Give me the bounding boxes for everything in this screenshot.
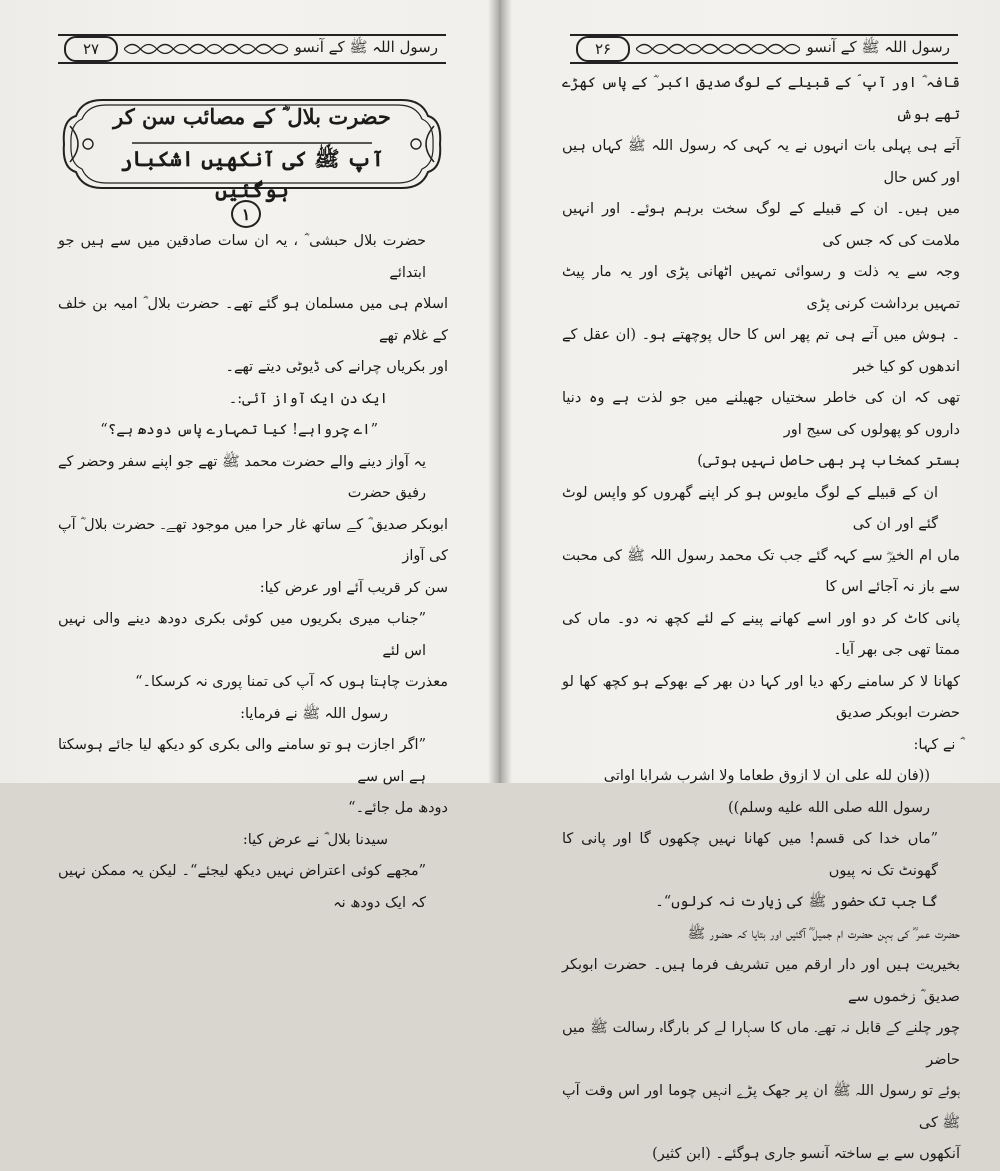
body-line: اسلام ہی میں مسلمان ہو گئے تھے۔ حضرت بلال ؓ امیہ بن خلف کے غلام تھے [58,296,448,344]
body-line: ماں ام الخیرؓ سے کہہ گئے جب تک محمد رسول اللہ ﷺ کی محبت سے باز نہ آجائے اس کا [562,547,960,595]
right-page-header [570,34,958,64]
body-line: دودھ مل جائے۔“ [348,800,448,816]
body-line: چور چلنے کے قابل نہ تھے۔ ماں کا سہارا لے کر بارگاہ رسالت ﷺ میں حاضر [562,1020,960,1068]
left-page-body [58,226,448,919]
body-line: تھی کہ ان کی خاطر سختیاں جھیلنے میں جو لذت ہے وہ دنیا داروں کو پھولوں کی سیج اور [562,390,960,438]
body-line: گا جب تک حضور ﷺ کی زیارت نہ کرلوں“۔ [655,894,938,910]
body-line: میں ہیں۔ ان کے قبیلے کے لوگ سخت برہم ہوئے۔ اور انہیں ملامت کی کہ جس کی [562,201,960,249]
body-line: کھانا لا کر سامنے رکھ دیا اور کہا دن بھر کے بھوکے ہو کچھ کھا لو حضرت ابوبکر صدیق [562,673,960,721]
running-head: رسول اللہ ﷺ کے آنسو [806,38,950,56]
body-line: ”اے چرواہے! کیا تمہارے پاس دودھ ہے؟“ [100,422,378,438]
arabic-quote-line: رسول الله صلی الله علیه وسلم)) [728,799,930,816]
body-line: ۔ ہوش میں آتے ہی تم پھر اس کا حال پوچھتے ہو۔ (ان عقل کے اندھوں کو کیا خبر [562,327,960,375]
body-line: وجہ سے یہ ذلت و رسوائی تمہیں اٹھانی پڑی اور یہ مار پیٹ تمہیں برداشت کرنی پڑی [562,264,960,312]
body-line: ہوئے تو رسول اللہ ﷺ ان پر جھک پڑے انہیں چوما اور اس وقت آپ ﷺ کی [562,1083,960,1131]
body-line: سیدنا بلال ؓ نے عرض کیا: [242,831,388,848]
body-line: ایک دن ایک آواز آئی:۔ [228,390,388,407]
chapter-title-line1: حضرت بلال ؓ کے مصائب سن کر [113,104,391,129]
header-ornament-icon [636,40,800,58]
body-line: رسول اللہ ﷺ نے فرمایا: [240,705,388,722]
running-head: رسول اللہ ﷺ کے آنسو [294,38,438,56]
body-line: آنکھوں سے بے ساختہ آنسو جاری ہوگئے۔ (ابن کثیر) [652,1146,960,1162]
body-line: بستر کمخاب پر بھی حاصل نہیں ہوتی) [697,453,960,469]
right-page-body [562,68,960,1171]
page-number: ۲۷ [64,36,118,62]
chapter-title-cartouche [62,96,442,202]
right-page [500,0,1000,1162]
left-page [0,0,500,911]
body-line: بخیریت ہیں اور دار ارقم میں تشریف فرما ہیں۔ حضرت ابوبکر صدیق ؓ زخموں سے [562,957,960,1005]
body-line: آتے ہی پہلی بات انہوں نے یہ کہی کہ رسول اللہ ﷺ کہاں ہیں اور کس حال [562,138,960,186]
body-line: ”جناب میری بکریوں میں کوئی بکری دودھ دینے والی نہیں اس لئے [58,611,426,659]
body-line: اور بکریاں چرانے کی ڈیوٹی دیتے تھے۔ [225,359,448,375]
arabic-quote-line: ((فان لله علی ان لا ازوق طعاما ولا اشرب شرابا اواتی [603,768,930,784]
body-line: حضرت عمر ؓ کی بہن حضرت ام جمیل ؓ آگئیں اور بتایا کہ حضور ﷺ [687,925,960,942]
chapter-title-line2: آپ ﷺ کی آنکھیں اشکبار ہوگئیں [120,146,384,202]
body-line: حضرت بلال حبشی ؓ ، یہ ان سات صادقین میں سے ہیں جو ابتدائے [58,233,426,281]
body-line: ”مجھے کوئی اعتراض نہیں دیکھ لیجئے“۔ لیکن یہ ممکن نہیں کہ ایک دودھ نہ [58,863,426,911]
body-line: ؓ نے کہا: [913,736,960,753]
body-line: ”اگر اجازت ہو تو سامنے والی بکری کو دیکھ لیا جائے ہوسکتا ہے اس سے [58,737,426,785]
body-line: ”ماں خدا کی قسم! میں کھانا نہیں چکھوں گا اور پانی کا گھونٹ تک نہ پیوں [562,831,938,879]
body-line: پانی کاٹ کر دو اور اسے کھانے پینے کے لئے کچھ نہ دو۔ ماں کی ممتا تھی جی بھر آیا۔ [562,610,960,658]
section-number: ۱ [231,200,261,228]
page-number: ۲۶ [576,36,630,62]
body-line: معذرت چاہتا ہوں کہ آپ کی تمنا پوری نہ کرسکا۔“ [135,674,448,690]
body-line: یہ آواز دینے والے حضرت محمد ﷺ تھے جو اپنے سفر وحضر کے رفیق حضرت [58,453,426,501]
body-line: ابوبکر صدیق ؓ کے ساتھ غار حرا میں موجود تھے۔ حضرت بلال ؓ آپ کی آواز [58,516,448,564]
left-page-header [58,34,446,64]
header-ornament-icon [124,40,288,58]
body-line: ان کے قبیلے کے لوگ مایوس ہو کر اپنے گھروں کو واپس لوٹ گئے اور ان کی [562,484,938,532]
body-line: سن کر قریب آئے اور عرض کیا: [259,579,448,596]
body-line: قافہ ؓ اور آپ ؐ کے قبیلے کے لوگ صدیق اکبر ؓ کے پاس کھڑے تھے ہوش [562,75,960,123]
